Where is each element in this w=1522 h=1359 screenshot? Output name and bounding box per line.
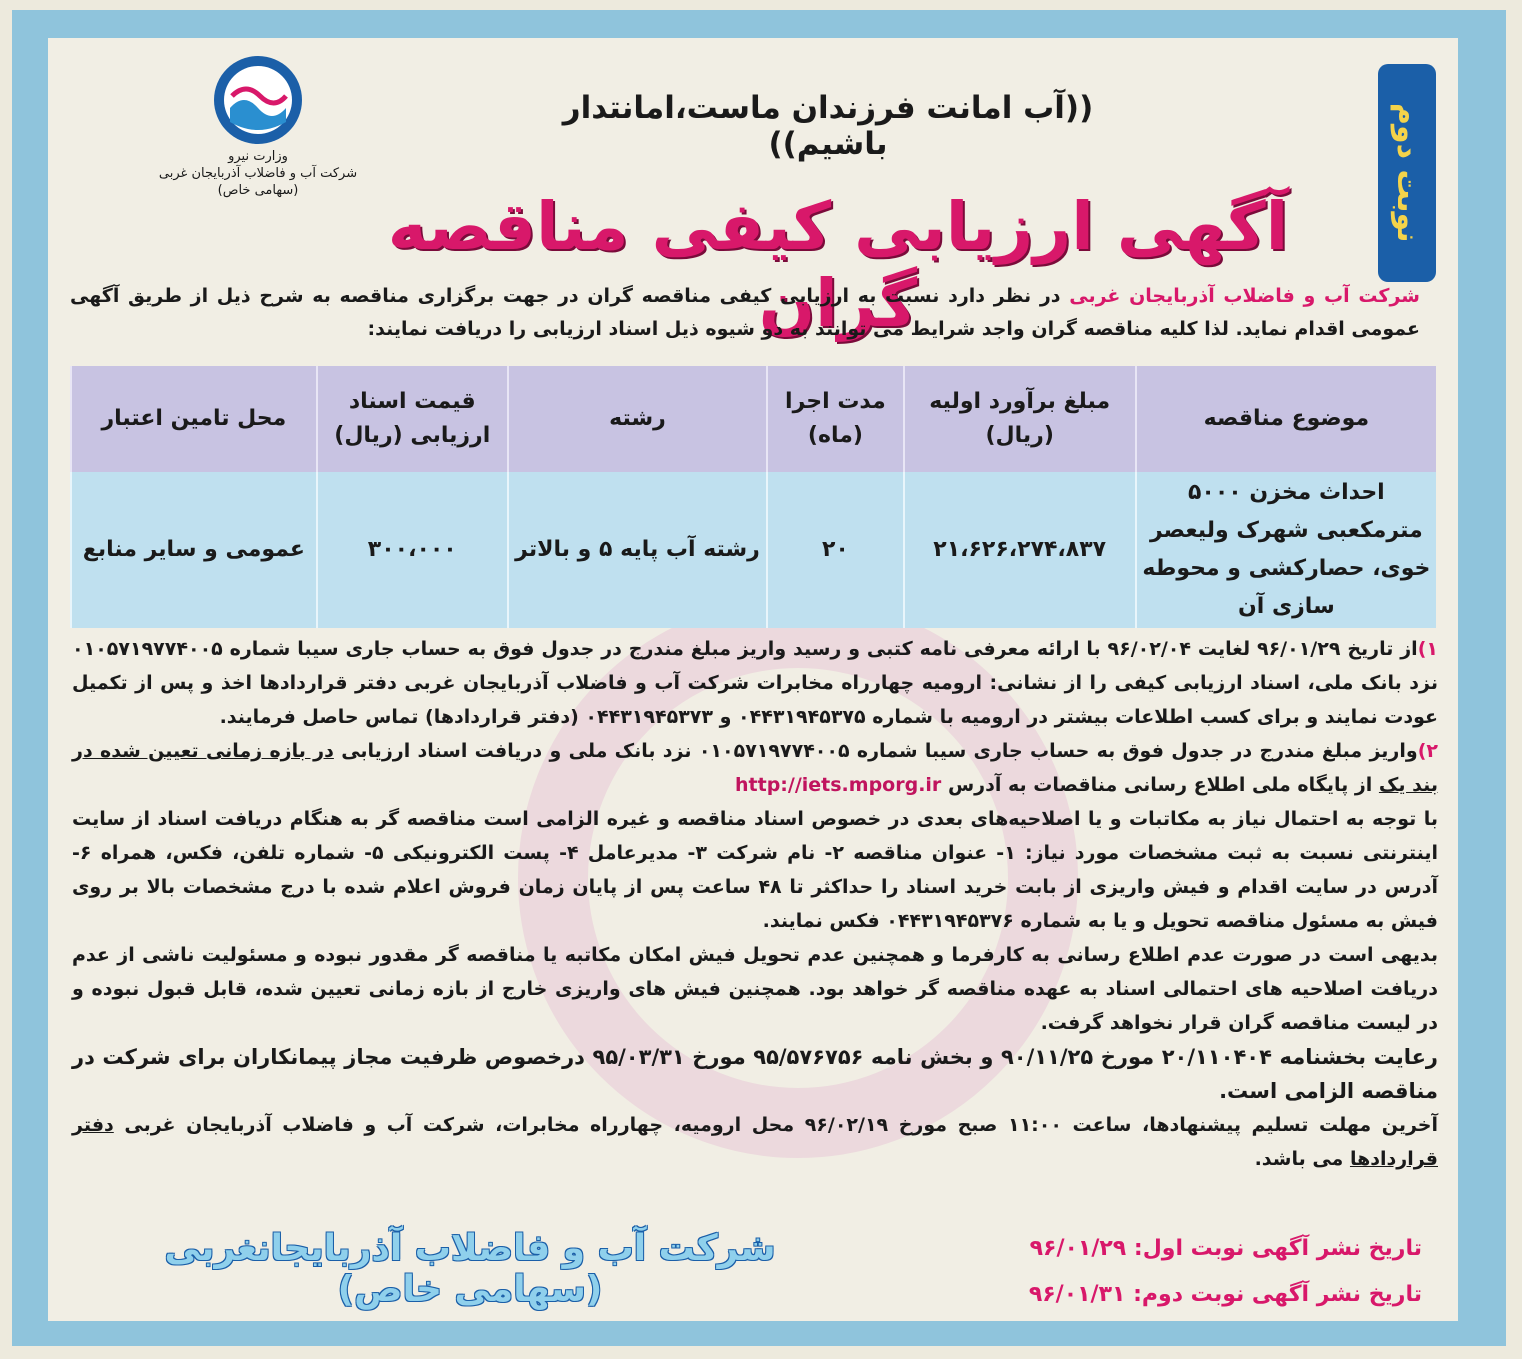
company-signature: شرکت آب و فاضلاب آذربایجانغربی (سهامی خاص) xyxy=(164,1228,776,1310)
item-2 xyxy=(72,734,1438,802)
cell-subject: احداث مخزن ۵۰۰۰ مترمکعبی شهرک ولیعصر خوی، حصارکشی و محوطه سازی آن xyxy=(1136,472,1436,628)
table-row xyxy=(71,472,1436,628)
cell-funding: عمومی و سایر منابع xyxy=(71,472,317,628)
item-1-text: از تاریخ ۹۶/۰۱/۲۹ لغایت ۹۶/۰۲/۰۴ با ارائه معرفی نامه کتبی و رسید واریز مبلغ مندرج در جدول فوق به حساب جاری سیبا شماره ۰۱۰۵۷۱۹۷۷۴۰۰۵ نزد بانک ملی، اسناد ارزیابی کیفی را از نشانی: ارومیه چهارراه مخابرات شرکت آب و فاضلاب آذربایجان غربی دفتر قراردادها اخذ و پس از تکمیل عودت نمایند و برای کسب اطلاعات بیشتر در ارومیه با شماره ۰۴۴۳۱۹۴۵۳۷۵ و ۰۴۴۳۱۹۴۵۳۷۳ (دفتر قراردادها) تماس حاصل فرمایند. xyxy=(72,638,1438,728)
header-field: رشته xyxy=(508,366,767,472)
first-publication-date: تاریخ نشر آگهی نوبت اول: ۹۶/۰۱/۲۹ xyxy=(1029,1236,1422,1261)
header-funding: محل تامین اعتبار xyxy=(71,366,317,472)
body-text xyxy=(72,632,1438,1176)
tender-table xyxy=(70,366,1436,628)
logo-line-2: شرکت آب و فاضلاب آذربایجان غربی xyxy=(158,166,358,181)
item-2-text-b: از پایگاه ملی اطلاع رسانی مناقصات به آدرس xyxy=(947,774,1373,796)
item-1 xyxy=(72,632,1438,734)
item-2-number: ۲) xyxy=(1417,740,1438,762)
paragraph-notice: بدیهی است در صورت عدم اطلاع رسانی به کارفرما و همچنین عدم تحویل فیش امکان مکاتبه یا مناقصه گر مقدور نبوده و مسئولیت ناشی از عدم دریافت اصلاحیه های احتمالی اسناد به عهده مناقصه گر خواهد بود. همچنین فیش های واریزی خارج از بازه زمانی تعیین شده، قابل قبول نبوده و در لیست مناقصه گران قرار نخواهد گرفت. xyxy=(72,944,1438,1034)
second-publication-date: تاریخ نشر آگهی نوبت دوم: ۹۶/۰۱/۳۱ xyxy=(1028,1282,1422,1307)
slogan: ((آب امانت فرزندان ماست،امانتدار باشیم)) xyxy=(562,90,1094,162)
header-subject: موضوع مناقصه xyxy=(1136,366,1436,472)
intro-paragraph xyxy=(70,280,1420,346)
cell-doc-price: ۳۰۰،۰۰۰ xyxy=(317,472,508,628)
cell-field: رشته آب پایه ۵ و بالاتر xyxy=(508,472,767,628)
page-title: آگهی ارزیابی کیفی مناقصه گران xyxy=(387,188,1289,342)
cell-duration: ۲۰ xyxy=(767,472,904,628)
deadline-underline: دفتر قراردادها xyxy=(72,1114,1438,1170)
cell-estimate: ۲۱،۶۲۶،۲۷۴،۸۳۷ xyxy=(904,472,1136,628)
item-2-underline: در بازه زمانی تعیین شده در بند یک xyxy=(72,740,1438,796)
water-drop-logo-icon xyxy=(210,52,306,148)
portal-link[interactable]: http://iets.mporg.ir xyxy=(735,774,942,796)
company-logo xyxy=(143,52,373,199)
publication-dates xyxy=(1029,1226,1422,1318)
header-estimate: مبلغ برآورد اولیه (ریال) xyxy=(904,366,1136,472)
round-badge: نوبت دوم xyxy=(1378,64,1436,282)
intro-company: شرکت آب و فاضلاب آذربایجان غربی xyxy=(1069,285,1420,307)
paragraph-registration: با توجه به احتمال نیاز به مکاتبات و یا اصلاحیه‌های بعدی در خصوص اسناد مناقصه و غیره الزامی است مناقصه گر به هنگام دریافت اسناد از سایت اینترنتی نسبت به ثبت مشخصات مورد نیاز: ۱- عنوان مناقصه ۲- نام شرکت ۳- مدیرعامل ۴- پست الکترونیکی ۵- شماره تلفن، فکس، همراه ۶- آدرس در سایت اقدام و فیش واریزی از بابت خرید اسناد را حداکثر تا ۴۸ ساعت پس از پایان زمان فروش اعلام شده با درج مشخصات بالا بر روی فیش به مسئول مناقصه تحویل و یا به شماره ۰۴۴۳۱۹۴۵۳۷۶ فکس نمایند. xyxy=(72,808,1438,932)
intro-text: در نظر دارد نسبت به ارزیابی کیفی مناقصه گران در جهت برگزاری مناقصه به شرح ذیل از طریق آگهی عمومی اقدام نماید. لذا کلیه مناقصه گران واجد شرایط می توانند به دو شیوه ذیل اسناد ارزیابی را دریافت نمایند: xyxy=(70,285,1420,340)
deadline-text-a: آخرین مهلت تسلیم پیشنهادها، ساعت ۱۱:۰۰ صبح مورخ ۹۶/۰۲/۱۹ محل ارومیه، چهارراه مخابرات، شرکت آب و فاضلاب آذربایجان غربی xyxy=(124,1114,1438,1136)
header-duration: مدت اجرا (ماه) xyxy=(767,366,904,472)
logo-line-1: وزارت نیرو xyxy=(228,149,288,164)
header-doc-price: قیمت اسناد ارزیابی (ریال) xyxy=(317,366,508,472)
deadline-text-b: می باشد. xyxy=(1254,1148,1344,1170)
item-2-text-a: واریز مبلغ مندرج در جدول فوق به حساب جاری سیبا شماره ۰۱۰۵۷۱۹۷۷۴۰۰۵ نزد بانک ملی و دریافت اسناد ارزیابی xyxy=(341,740,1418,762)
item-1-number: ۱) xyxy=(1417,638,1438,660)
paragraph-circular: رعایت بخشنامه ۲۰/۱۱۰۴۰۴ مورخ ۹۰/۱۱/۲۵ و بخش نامه ۹۵/۵۷۶۷۵۶ مورخ ۹۵/۰۳/۳۱ درخصوص ظرفیت مجاز پیمانکاران برای شرکت در مناقصه الزامی است. xyxy=(72,1045,1439,1103)
logo-line-3: (سهامی خاص) xyxy=(217,183,299,198)
paragraph-deadline xyxy=(72,1108,1438,1176)
table-header-row xyxy=(71,366,1436,472)
